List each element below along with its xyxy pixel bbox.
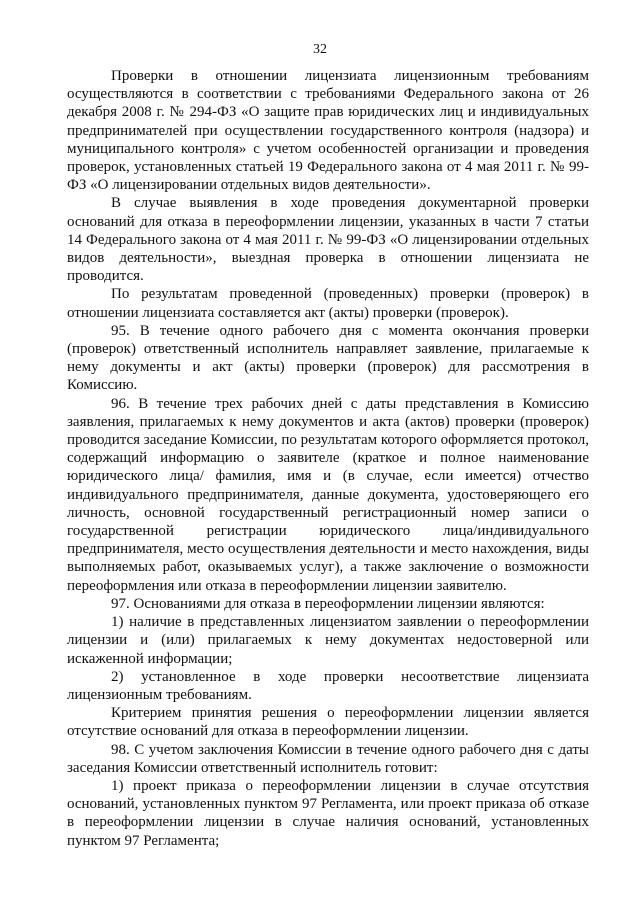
paragraph-97: 97. Основаниями для отказа в переоформлении лицензии являются: xyxy=(111,595,545,612)
paragraph-documentary-check: В случае выявления в ходе проведения документарной проверки оснований для отказа в переоформлении лицензии, указанных в части 7 статьи 14 Федерального закона от 4 мая 2011 г. № 99-ФЗ «О лицензировании отдельных видов деятельности», выездная проверка в отношении лицензиата не проводится. xyxy=(67,195,589,285)
page-number: 32 xyxy=(313,42,327,57)
paragraph-98: 98. С учетом заключения Комиссии в течение одного рабочего дня с даты заседания Комиссии ответственный исполнитель готовит: xyxy=(67,741,589,776)
paragraph-inspections: Проверки в отношении лицензиата лицензионным требованиям осуществляются в соответствии с требованиями Федерального закона от 26 декабря 2008 г. № 294-ФЗ «О защите прав юридических лиц и индивидуальных предпринимателей при осуществлении государственного контроля (надзора) и муниципального контроля» с учетом особенностей организации и проведения проверок, установленных статьей 19 Федерального закона от 4 мая 2011 г. № 99-ФЗ «О лицензировании отдельных видов деятельности». xyxy=(67,68,589,194)
paragraph-decision-criterion: Критерием принятия решения о переоформлении лицензии является отсутствие оснований для отказа в переоформлении лицензии. xyxy=(67,705,589,740)
list-item-97-2: 2) установленное в ходе проверки несоответствие лицензиата лицензионным требованиям. xyxy=(67,668,589,703)
paragraph-96: 96. В течение трех рабочих дней с даты представления в Комиссию заявления, прилагаемых к нему документов и акта (актов) проверки (проверок) проводится заседание Комиссии, по результатам которого оформляется протокол, содержащий информацию о заявителе (краткое и полное наименование юридического лица/ фамилия, имя и (в случае, если имеется) отчество индивидуального предпринимателя, данные документа, удостоверяющего его личность, основной государственный регистрационный номер записи о государственной регистрации юридического лица/индивидуального предпринимателя, место осуществления деятельности и место нахождения, виды выполняемых работ, оказываемых услуг), а также заключение о возможности переоформления или отказа в переоформлении лицензии заявителю. xyxy=(67,395,589,594)
paragraph-95: 95. В течение одного рабочего дня с момента окончания проверки (проверок) ответственный исполнитель направляет заявление, прилагаемые к нему документы и акт (акты) проверки (проверок) для рассмотрения в Комиссию. xyxy=(67,322,589,394)
list-item-97-1: 1) наличие в представленных лицензиатом заявлении о переоформлении лицензии и (или) прилагаемых к нему документах недостоверной или искаженной информации; xyxy=(67,614,589,667)
paragraph-inspection-act: По результатам проведенной (проведенных) проверки (проверок) в отношении лицензиата составляется акт (акты) проверки (проверок). xyxy=(67,286,589,321)
document-body xyxy=(67,67,589,850)
list-item-98-1: 1) проект приказа о переоформлении лицензии в случае отсутствия оснований, установленных пунктом 97 Регламента, или проект приказа об отказе в переоформлении лицензии в случае наличия оснований, установленных пунктом 97 Регламента; xyxy=(67,777,589,849)
